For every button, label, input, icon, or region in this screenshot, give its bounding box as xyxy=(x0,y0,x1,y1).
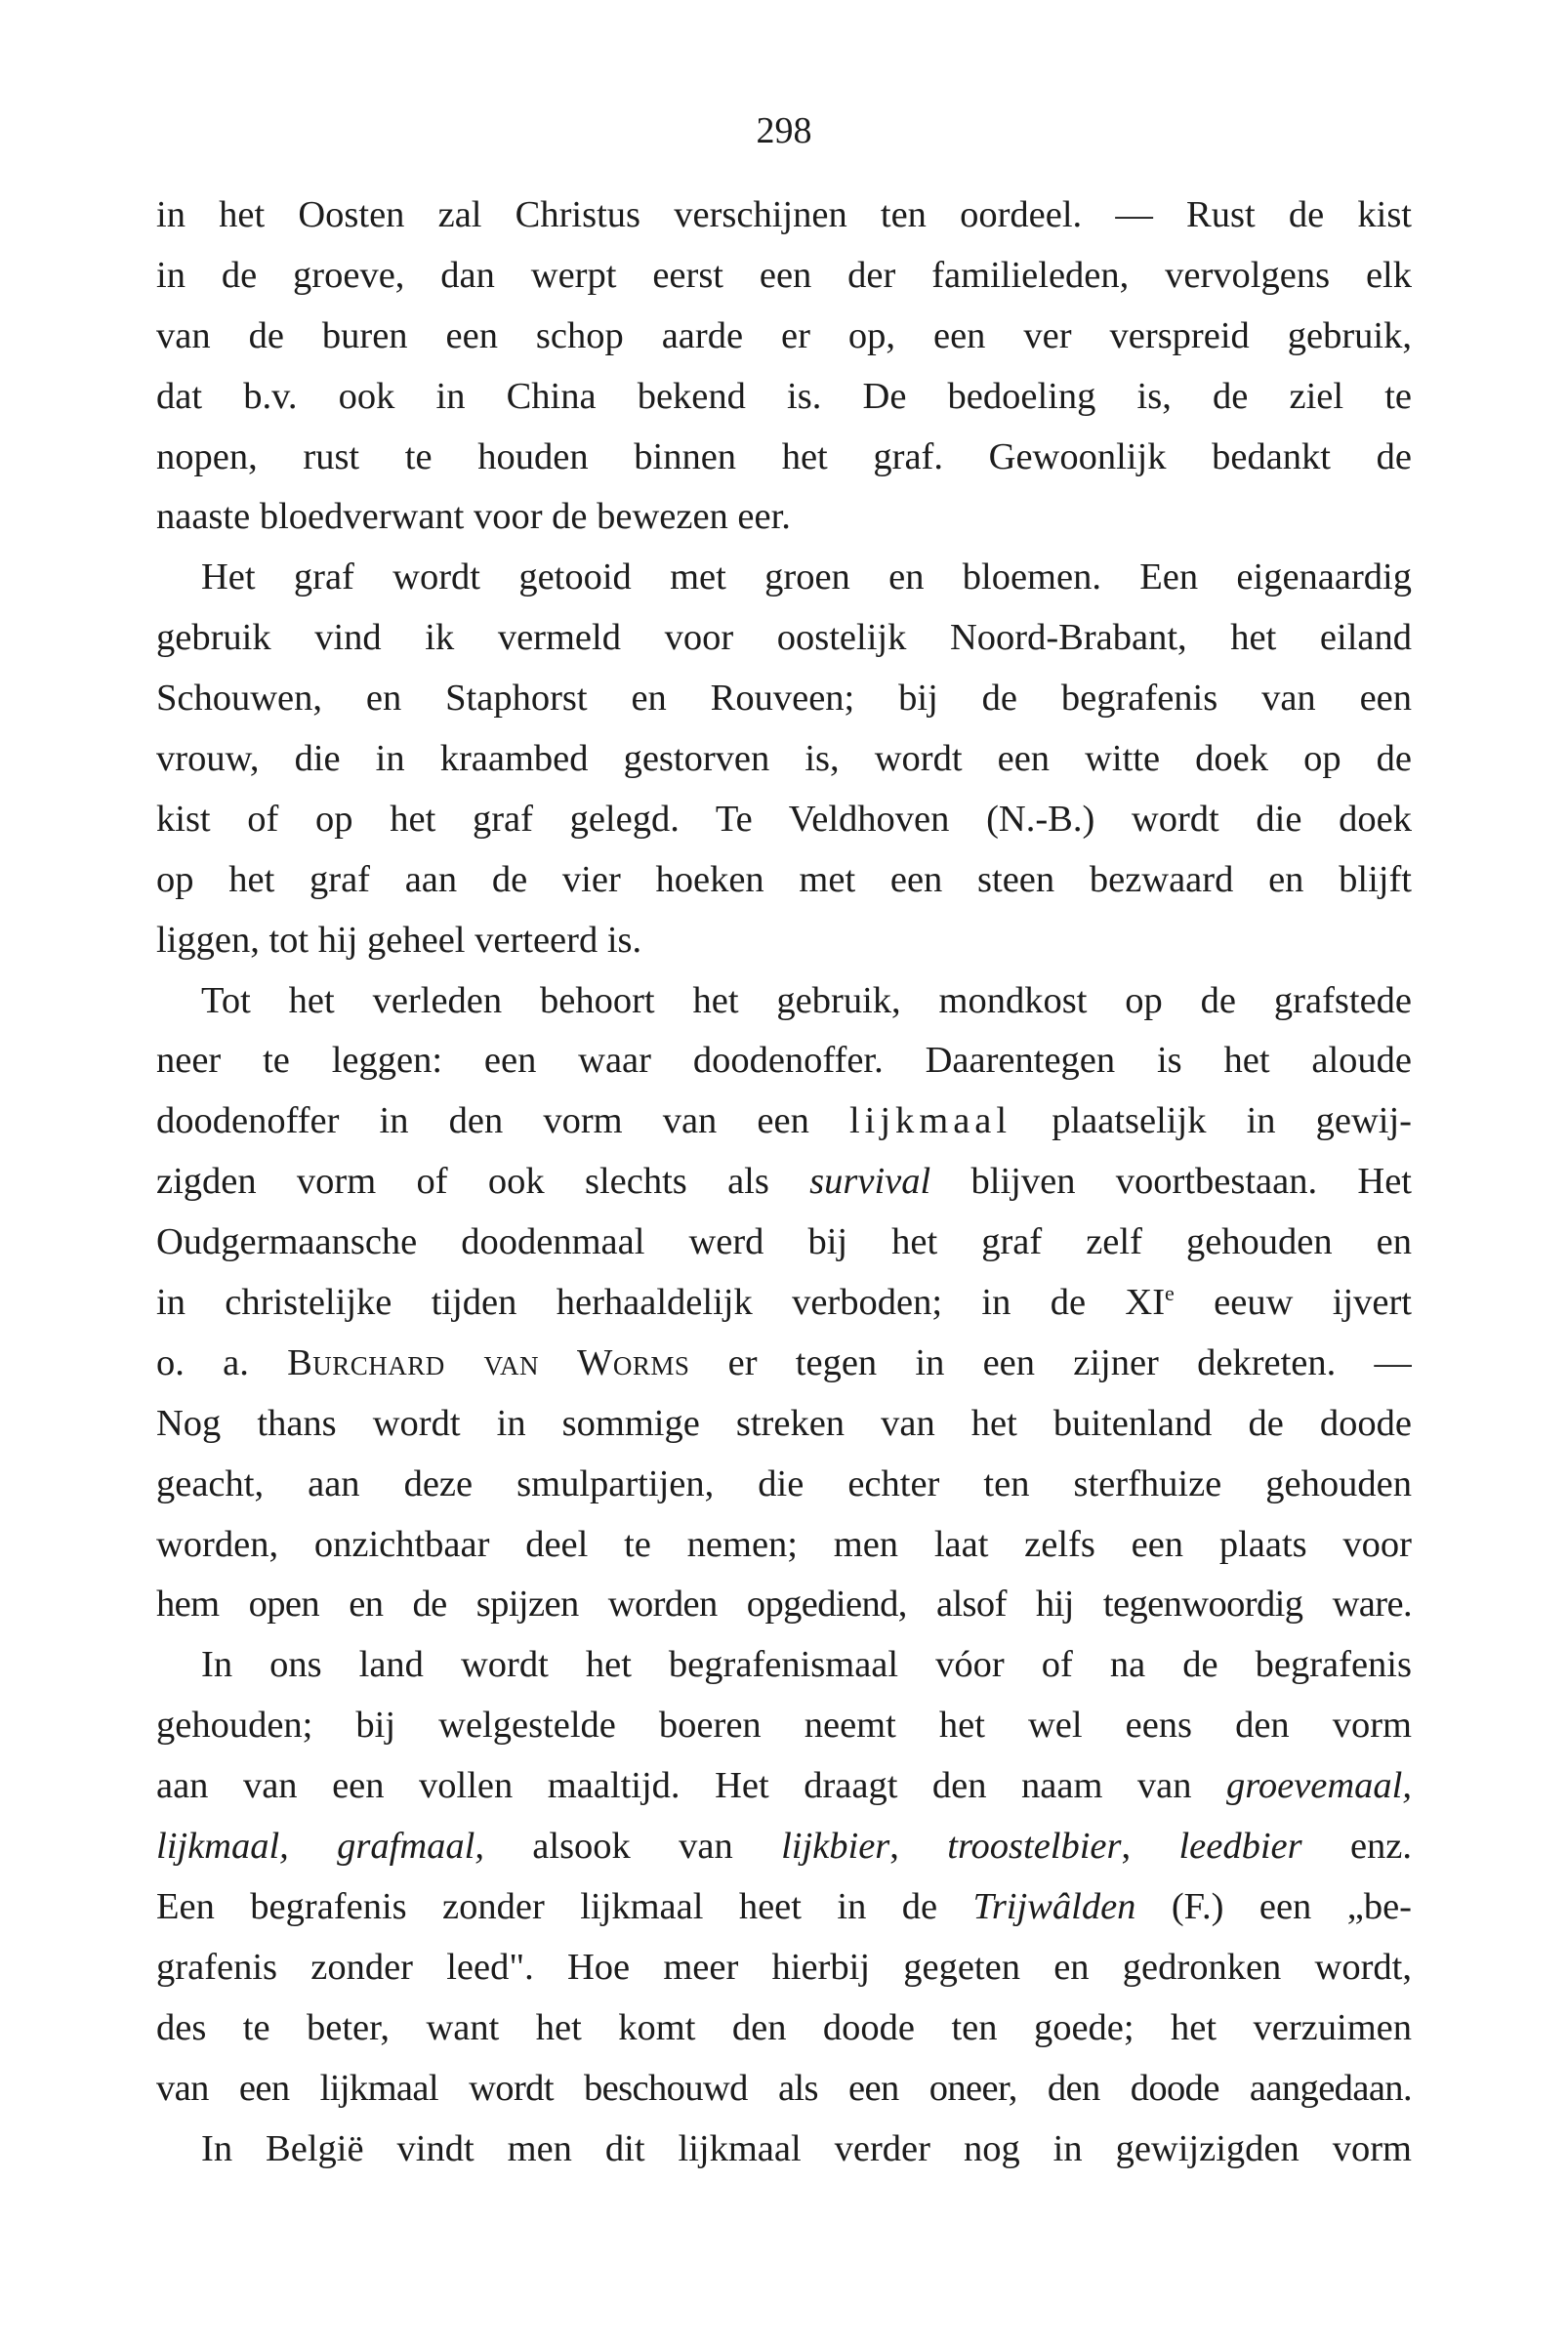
text-line: op het graf aan de vier hoeken met een steen bezwaard en blijft xyxy=(156,858,1412,900)
superscript: e xyxy=(1165,1281,1175,1306)
text-line: doodenoffer in den vorm van een lijkmaal plaatselijk in gewij- xyxy=(156,1100,1412,1142)
text-line: o. a. Burchard van Worms er tegen in een zijner dekreten. — xyxy=(156,1341,1412,1383)
italic-term: Trijwâlden xyxy=(972,1885,1136,1927)
text-line: geacht, aan deze smulpartijen, die echter ten sterfhuize gehouden xyxy=(156,1462,1412,1504)
text-line: van een lijkmaal wordt beschouwd als een oneer, den doode aangedaan. xyxy=(156,2067,1412,2109)
text-line: lijkmaal, grafmaal, alsook van lijkbier, troostelbier, leedbier enz. xyxy=(156,1826,1412,1868)
spaced-term: lijkmaal xyxy=(848,1100,1012,1142)
text-line: nopen, rust te houden binnen het graf. Gewoonlijk bedankt de xyxy=(156,435,1412,477)
text-line: Een begrafenis zonder lijkmaal heet in de Trijwâlden (F.) een „be- xyxy=(156,1885,1412,1927)
italic-term: survival xyxy=(809,1161,931,1203)
page-number: 298 xyxy=(756,110,812,151)
text-line: gehouden; bij welgestelde boeren neemt het wel eens den vorm xyxy=(156,1705,1412,1747)
text-line: aan van een vollen maaltijd. Het draagt den naam van groevemaal, xyxy=(156,1765,1412,1807)
text-line: Tot het verleden behoort het gebruik, mondkost op de grafstede xyxy=(201,979,1412,1021)
text-line: van de buren een schop aarde er op, een ver verspreid gebruik, xyxy=(156,314,1412,356)
text-line: kist of op het graf gelegd. Te Veldhoven (N.-B.) wordt die doek xyxy=(156,798,1412,840)
italic-term: groevemaal, xyxy=(1226,1765,1412,1807)
italic-term: troostelbier xyxy=(947,1826,1122,1868)
text-line: naaste bloedverwant voor de bewezen eer. xyxy=(156,496,791,538)
text-line: worden, onzichtbaar deel te nemen; men laat zelfs een plaats voor xyxy=(156,1523,1412,1565)
text-line: Oudgermaansche doodenmaal werd bij het graf zelf gehouden en xyxy=(156,1221,1412,1263)
text-line: in het Oosten zal Christus verschijnen ten oordeel. — Rust de kist xyxy=(156,194,1412,235)
text-line: In België vindt men dit lijkmaal verder nog in gewijzigden vorm xyxy=(201,2127,1412,2169)
italic-term: lijkmaal, grafmaal, xyxy=(156,1826,484,1868)
text-line: vrouw, die in kraambed gestorven is, wordt een witte doek op de xyxy=(156,738,1412,780)
text-line: Nog thans wordt in sommige streken van het buitenland de doode xyxy=(156,1402,1412,1444)
italic-term: leedbier xyxy=(1178,1826,1302,1868)
text-line: in de groeve, dan werpt eerst een der familieleden, vervolgens elk xyxy=(156,254,1412,296)
text-line: zigden vorm of ook slechts als survival blijven voortbestaan. Het xyxy=(156,1161,1412,1203)
text-line: Schouwen, en Staphorst en Rouveen; bij de begrafenis van een xyxy=(156,678,1412,720)
text-line: dat b.v. ook in China bekend is. De bedoeling is, de ziel te xyxy=(156,375,1412,417)
text-line: neer te leggen: een waar doodenoffer. Daarentegen is het aloude xyxy=(156,1040,1412,1082)
text-line: liggen, tot hij geheel verteerd is. xyxy=(156,919,642,961)
text-line: in christelijke tijden herhaaldelijk verboden; in de XIe eeuw ijvert xyxy=(156,1281,1412,1324)
text-line: des te beter, want het komt den doode ten goede; het verzuimen xyxy=(156,2006,1412,2048)
text-line: Het graf wordt getooid met groen en bloemen. Een eigenaardig xyxy=(201,556,1412,598)
text-line: hem open en de spijzen worden opgediend, alsof hij tegenwoordig ware. xyxy=(156,1584,1412,1626)
body-text xyxy=(156,185,1412,2179)
text-line: gebruik vind ik vermeld voor oostelijk Noord-Brabant, het eiland xyxy=(156,617,1412,659)
italic-term: lijkbier xyxy=(781,1826,890,1868)
text-line: grafenis zonder leed". Hoe meer hierbij gegeten en gedronken wordt, xyxy=(156,1946,1412,1988)
text-line: In ons land wordt het begrafenismaal vóor of na de begrafenis xyxy=(201,1644,1412,1686)
author-name: Burchard van Worms xyxy=(287,1341,690,1383)
